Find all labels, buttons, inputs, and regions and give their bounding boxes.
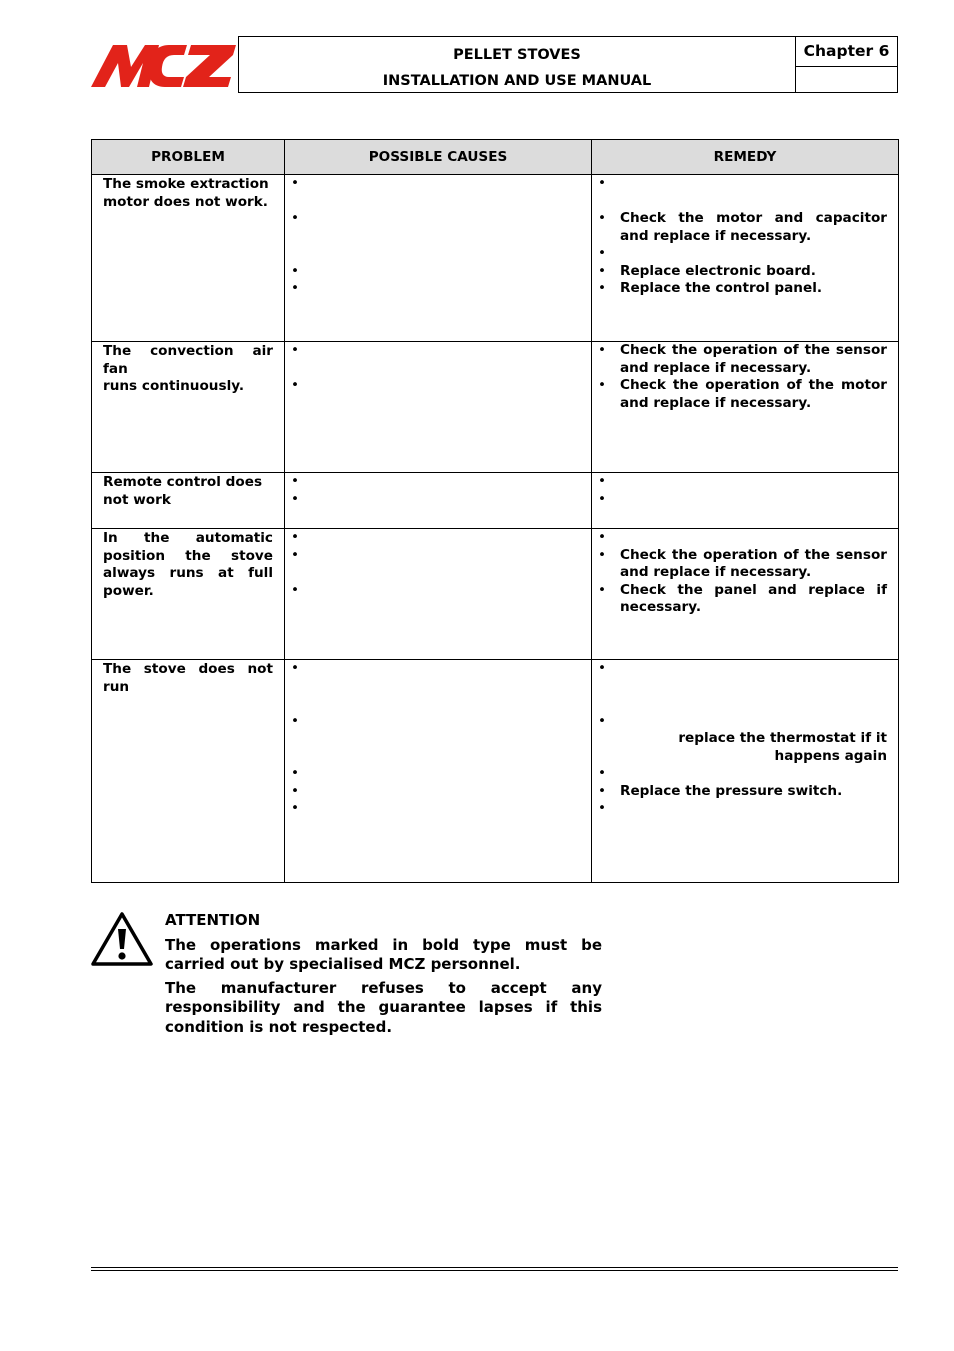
remedy-item: • Check the motor and capacitor and replace if necessary. bbox=[592, 210, 898, 245]
footer-rule bbox=[91, 1267, 898, 1268]
header-remedy: REMEDY bbox=[592, 140, 899, 175]
problem-cell bbox=[92, 529, 285, 660]
header-causes: POSSIBLE CAUSES bbox=[285, 140, 592, 175]
problem-text: not work bbox=[103, 491, 171, 508]
cause-item bbox=[285, 783, 591, 801]
problem-cell bbox=[92, 473, 285, 529]
warning-icon bbox=[90, 911, 154, 967]
cause-item bbox=[285, 263, 591, 281]
cause-item bbox=[285, 280, 591, 298]
problem-text: The smoke extraction bbox=[103, 176, 269, 192]
footer-rule bbox=[91, 1270, 898, 1271]
remedy-item bbox=[592, 473, 898, 491]
header-title-line1: PELLET STOVES bbox=[453, 47, 581, 63]
cause-item bbox=[285, 473, 591, 491]
problem-text: runs continuously. bbox=[103, 378, 245, 394]
attention-notice bbox=[165, 911, 602, 1041]
cause-item bbox=[285, 377, 591, 395]
cause-item bbox=[285, 713, 591, 731]
problem-text: motor does not work. bbox=[103, 193, 268, 210]
causes-cell bbox=[285, 175, 592, 342]
remedy-item: • Check the operation of the sensor and replace if necessary. bbox=[592, 342, 898, 377]
remedy-cell bbox=[592, 660, 899, 883]
attention-title: ATTENTION bbox=[165, 911, 261, 929]
remedy-item bbox=[592, 491, 898, 509]
problem-text: power. bbox=[103, 582, 154, 599]
attention-paragraph: The manufacturer refuses to accept any responsibility and the guarantee lapses if this condition is not respected. bbox=[165, 978, 602, 1036]
remedy-item: • Replace the control panel. bbox=[592, 280, 898, 298]
remedy-item bbox=[592, 800, 898, 818]
remedy-cell bbox=[592, 342, 899, 473]
cause-item bbox=[285, 765, 591, 783]
remedy-item bbox=[592, 529, 898, 547]
problem-cell bbox=[92, 342, 285, 473]
remedy-item: replace the thermostat if it happens again bbox=[678, 730, 887, 764]
cause-item bbox=[285, 529, 591, 547]
table-header-row bbox=[92, 140, 899, 175]
header-title-block bbox=[239, 37, 796, 92]
remedy-item bbox=[592, 175, 898, 193]
document-header bbox=[238, 36, 898, 93]
problem-text: The convection air fan bbox=[103, 343, 273, 377]
table-row bbox=[92, 342, 899, 473]
cause-item bbox=[285, 660, 591, 678]
causes-cell bbox=[285, 473, 592, 529]
problem-cell bbox=[92, 175, 285, 342]
cause-item bbox=[285, 210, 591, 228]
table-row bbox=[92, 473, 899, 529]
cause-item bbox=[285, 800, 591, 818]
problem-text: The stove does not run bbox=[103, 661, 273, 695]
cause-item bbox=[285, 175, 591, 193]
problem-text: position the stove bbox=[103, 547, 273, 564]
remedy-item: • Check the operation of the motor and replace if necessary. bbox=[592, 377, 898, 412]
attention-paragraph: The operations marked in bold type must be carried out by specialised MCZ personnel. bbox=[165, 935, 602, 973]
remedy-item bbox=[592, 713, 898, 731]
remedy-cell bbox=[592, 175, 899, 342]
problem-cell bbox=[92, 660, 285, 883]
table-row bbox=[92, 660, 899, 883]
remedy-item: • Replace electronic board. bbox=[592, 263, 898, 281]
problem-text: In the automatic bbox=[103, 530, 273, 546]
chapter-label: Chapter 6 bbox=[796, 37, 897, 67]
remedy-item: • Check the operation of the sensor and replace if necessary. bbox=[592, 547, 898, 582]
header-title-line2: INSTALLATION AND USE MANUAL bbox=[382, 73, 652, 89]
problem-text: always runs at full bbox=[103, 565, 273, 581]
mcz-logo bbox=[91, 43, 236, 87]
remedy-item bbox=[592, 660, 898, 678]
causes-cell bbox=[285, 660, 592, 883]
troubleshooting-table bbox=[91, 139, 899, 883]
remedy-item bbox=[592, 765, 898, 783]
causes-cell bbox=[285, 342, 592, 473]
remedy-item: • Replace the pressure switch. bbox=[592, 783, 898, 801]
remedy-cell bbox=[592, 529, 899, 660]
cause-item bbox=[285, 491, 591, 509]
remedy-item bbox=[592, 245, 898, 263]
cause-item bbox=[285, 547, 591, 565]
table-row bbox=[92, 529, 899, 660]
remedy-cell bbox=[592, 473, 899, 529]
header-problem: PROBLEM bbox=[92, 140, 285, 175]
causes-cell bbox=[285, 529, 592, 660]
cause-item bbox=[285, 342, 591, 360]
problem-text: Remote control does bbox=[103, 474, 263, 490]
table-row bbox=[92, 175, 899, 342]
cause-item bbox=[285, 582, 591, 600]
remedy-item: • Check the panel and replace if necessary. bbox=[592, 582, 898, 617]
